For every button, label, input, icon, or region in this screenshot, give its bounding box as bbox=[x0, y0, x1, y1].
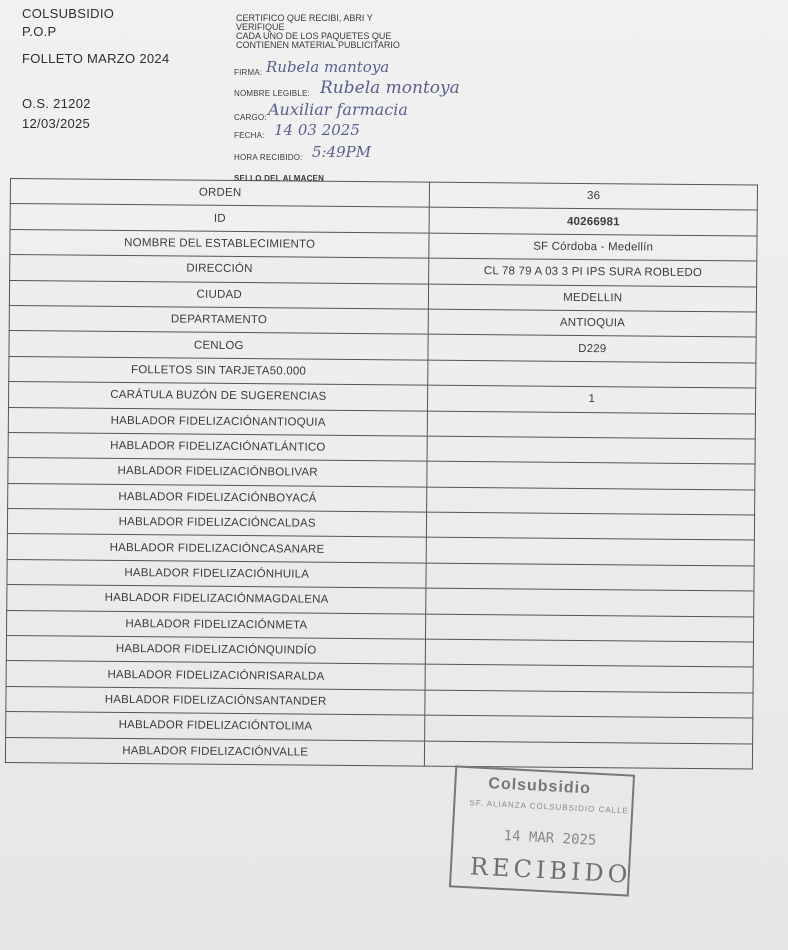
row-label: CIUDAD bbox=[9, 280, 429, 309]
stamp-brand: Colsubsidio bbox=[487, 775, 592, 798]
pop-label: P.O.P bbox=[22, 24, 57, 39]
row-value bbox=[428, 360, 756, 388]
row-value bbox=[428, 411, 756, 439]
row-label: HABLADOR FIDELIZACIÓNHUILA bbox=[7, 559, 427, 588]
row-value: 40266981 bbox=[430, 208, 758, 236]
sello-label: SELLO DEL ALMACEN bbox=[234, 174, 325, 183]
row-label: HABLADOR FIDELIZACIÓNTOLIMA bbox=[6, 712, 426, 741]
certificate-line: CERTIFICO QUE RECIBI, ABRI Y bbox=[236, 13, 373, 23]
row-value bbox=[428, 436, 756, 464]
row-value: 36 bbox=[430, 182, 758, 210]
fecha-value: 14 03 2025 bbox=[274, 121, 360, 139]
row-label: HABLADOR FIDELIZACIÓNMAGDALENA bbox=[7, 585, 427, 614]
document-date: 12/03/2025 bbox=[22, 116, 91, 131]
cargo-value: Auxiliar farmacia bbox=[268, 100, 408, 119]
nombre-value: Rubela montoya bbox=[320, 78, 460, 98]
firma-label: FIRMA: bbox=[234, 68, 263, 77]
row-value bbox=[426, 665, 754, 693]
row-value bbox=[425, 715, 753, 743]
row-value: ANTIOQUIA bbox=[429, 309, 757, 337]
row-value bbox=[426, 563, 754, 591]
fecha-label: FECHA: bbox=[234, 131, 265, 140]
received-stamp bbox=[449, 765, 635, 896]
row-value: D229 bbox=[428, 335, 756, 363]
folleto-title: FOLLETO MARZO 2024 bbox=[22, 51, 170, 66]
row-value: 1 bbox=[428, 385, 756, 413]
row-value: CL 78 79 A 03 3 PI IPS SURA ROBLEDO bbox=[429, 258, 757, 286]
row-label: HABLADOR FIDELIZACIÓNQUINDÍO bbox=[6, 636, 426, 665]
hora-value: 5:49PM bbox=[312, 143, 372, 161]
row-value bbox=[425, 690, 753, 718]
order-number: O.S. 21202 bbox=[22, 96, 91, 111]
row-label: HABLADOR FIDELIZACIÓNBOLIVAR bbox=[8, 458, 428, 487]
row-value bbox=[426, 614, 754, 642]
row-label: HABLADOR FIDELIZACIÓNRISARALDA bbox=[6, 661, 426, 690]
delivery-table bbox=[5, 178, 758, 769]
row-label: HABLADOR FIDELIZACIÓNMETA bbox=[7, 610, 427, 639]
cargo-label: CARGO: bbox=[234, 113, 267, 122]
certificate-line: VERIFIQUE bbox=[236, 22, 285, 32]
table-row bbox=[5, 737, 752, 769]
row-label: HABLADOR FIDELIZACIÓNANTIOQUIA bbox=[8, 407, 428, 436]
row-label: DEPARTAMENTO bbox=[9, 305, 429, 334]
row-label: ORDEN bbox=[10, 179, 430, 208]
row-value bbox=[427, 512, 755, 540]
row-value bbox=[426, 639, 754, 667]
row-value bbox=[427, 461, 755, 489]
row-label: HABLADOR FIDELIZACIÓNBOYACÁ bbox=[8, 483, 428, 512]
firma-signature: Rubela mantoya bbox=[266, 58, 390, 76]
row-value: SF Córdoba - Medellín bbox=[429, 233, 757, 261]
row-label: HABLADOR FIDELIZACIÓNSANTANDER bbox=[6, 686, 426, 715]
row-value bbox=[425, 741, 753, 769]
row-label: CARÁTULA BUZÓN DE SUGERENCIAS bbox=[9, 382, 429, 411]
row-label: ID bbox=[10, 204, 430, 233]
row-label: HABLADOR FIDELIZACIÓNCALDAS bbox=[7, 509, 427, 538]
certificate-line: CONTIENEN MATERIAL PUBLICITARIO bbox=[236, 40, 400, 50]
certificate-line: CADA UNO DE LOS PAQUETES QUE bbox=[236, 31, 392, 41]
hora-label: HORA RECIBIDO: bbox=[234, 153, 303, 162]
row-label: FOLLETOS SIN TARJETA50.000 bbox=[9, 356, 429, 385]
row-value: MEDELLIN bbox=[429, 284, 757, 312]
certificate-text bbox=[236, 14, 416, 50]
company-name: COLSUBSIDIO bbox=[22, 6, 115, 21]
stamp-recibido: RECIBIDO bbox=[469, 852, 633, 889]
row-label: NOMBRE DEL ESTABLECIMIENTO bbox=[10, 229, 430, 258]
stamp-subtitle: SF. ALIANZA COLSUBSIDIO CALLE bbox=[469, 798, 630, 816]
row-label: HABLADOR FIDELIZACIÓNVALLE bbox=[5, 737, 425, 766]
row-label: HABLADOR FIDELIZACIÓNCASANARE bbox=[7, 534, 427, 563]
stamp-date: 14 MAR 2025 bbox=[503, 828, 597, 849]
row-value bbox=[426, 588, 754, 616]
nombre-label: NOMBRE LEGIBLE: bbox=[234, 89, 310, 98]
row-label: HABLADOR FIDELIZACIÓNATLÁNTICO bbox=[8, 432, 428, 461]
row-value bbox=[427, 487, 755, 515]
row-label: DIRECCIÓN bbox=[10, 255, 430, 284]
row-value bbox=[427, 538, 755, 566]
row-label: CENLOG bbox=[9, 331, 429, 360]
